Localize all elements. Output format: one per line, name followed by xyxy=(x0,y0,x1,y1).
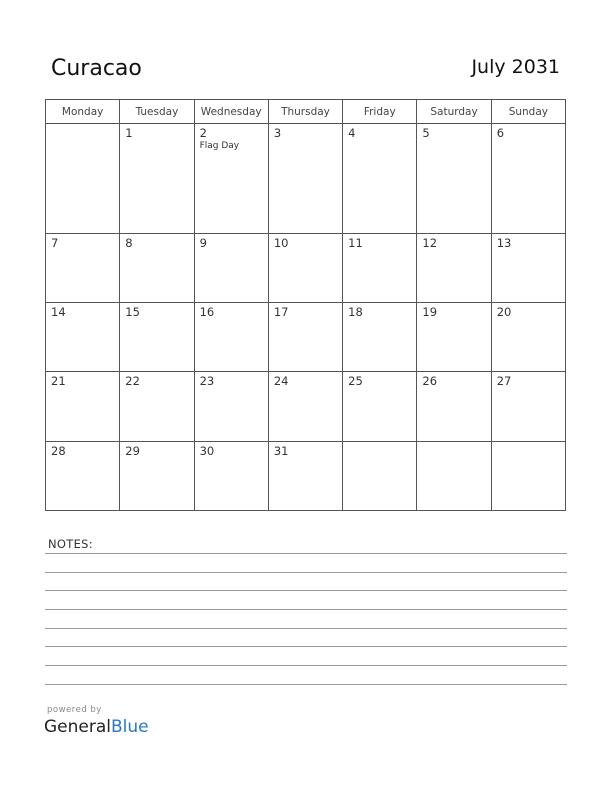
generalblue-logo[interactable] xyxy=(44,717,149,737)
notes-label: NOTES: xyxy=(48,537,93,551)
day-number: 1 xyxy=(125,126,133,140)
day-cell xyxy=(194,124,268,234)
week-row xyxy=(46,302,566,371)
day-number: 18 xyxy=(348,304,363,319)
day-cell xyxy=(491,302,565,371)
notes-line xyxy=(45,628,567,629)
powered-by-text: powered by xyxy=(47,705,102,715)
weekday-header: Saturday xyxy=(417,100,491,124)
day-number: 4 xyxy=(348,126,356,140)
day-cell xyxy=(343,233,417,302)
notes-line xyxy=(45,553,567,554)
day-cell xyxy=(120,372,194,441)
day-cell xyxy=(417,124,491,234)
day-number: 19 xyxy=(422,304,438,319)
day-cell xyxy=(46,372,120,441)
day-cell xyxy=(268,124,342,234)
day-number: 25 xyxy=(348,374,363,389)
logo-general-text: General xyxy=(44,717,111,737)
notes-line xyxy=(45,609,567,610)
day-cell xyxy=(194,372,268,441)
day-cell xyxy=(194,302,268,371)
notes-line xyxy=(45,572,567,573)
holiday-label: Flag Day xyxy=(199,141,240,151)
day-number: 24 xyxy=(273,374,289,389)
day-cell xyxy=(120,233,194,302)
week-row xyxy=(46,441,566,510)
day-number: 16 xyxy=(199,304,215,319)
day-cell xyxy=(268,372,342,441)
day-cell xyxy=(491,441,565,510)
notes-line xyxy=(45,590,567,591)
day-cell xyxy=(268,233,342,302)
day-number: 28 xyxy=(51,443,66,458)
day-number: 7 xyxy=(51,235,59,250)
notes-line xyxy=(45,684,567,685)
calendar-grid xyxy=(45,99,566,511)
day-cell xyxy=(417,441,491,510)
day-number: 11 xyxy=(348,235,363,250)
day-cell xyxy=(491,372,565,441)
day-cell xyxy=(194,441,268,510)
day-number: 13 xyxy=(496,235,512,250)
day-number: 6 xyxy=(496,126,505,140)
weekday-header: Sunday xyxy=(491,100,565,124)
day-number: 2 xyxy=(199,126,207,140)
day-number: 8 xyxy=(125,235,133,250)
day-number: 31 xyxy=(273,443,289,458)
day-cell xyxy=(268,302,342,371)
weekday-header: Thursday xyxy=(268,100,342,124)
day-number: 27 xyxy=(496,374,512,389)
day-cell xyxy=(417,302,491,371)
day-number: 29 xyxy=(125,443,140,458)
day-number: 14 xyxy=(51,304,66,319)
day-number: 30 xyxy=(199,443,215,458)
day-cell xyxy=(120,124,194,234)
day-cell xyxy=(120,302,194,371)
day-number: 20 xyxy=(496,304,512,319)
weekday-header: Wednesday xyxy=(194,100,268,124)
notes-line xyxy=(45,665,567,666)
day-cell xyxy=(343,124,417,234)
day-number: 12 xyxy=(422,235,438,250)
day-number: 26 xyxy=(422,374,438,389)
day-number: 17 xyxy=(273,304,289,319)
day-number: 10 xyxy=(273,235,289,250)
day-cell xyxy=(417,233,491,302)
weekday-header: Friday xyxy=(343,100,417,124)
day-number: 23 xyxy=(199,374,215,389)
weekday-header-row xyxy=(46,100,566,124)
logo-blue-text: Blue xyxy=(111,717,149,737)
weekday-header: Monday xyxy=(46,100,120,124)
day-number: 21 xyxy=(51,374,66,389)
day-number: 5 xyxy=(422,126,430,140)
day-cell xyxy=(194,233,268,302)
country-title: Curacao xyxy=(51,56,142,81)
month-title: July 2031 xyxy=(471,56,560,78)
day-cell xyxy=(120,441,194,510)
day-cell xyxy=(46,124,120,234)
day-cell xyxy=(46,441,120,510)
day-cell xyxy=(491,233,565,302)
day-number: 9 xyxy=(199,235,207,250)
day-cell xyxy=(417,372,491,441)
day-number: 22 xyxy=(125,374,140,389)
day-number: 3 xyxy=(273,126,282,140)
day-cell xyxy=(343,302,417,371)
day-cell xyxy=(343,372,417,441)
day-cell xyxy=(46,233,120,302)
notes-line xyxy=(45,646,567,647)
week-row xyxy=(46,124,566,234)
day-cell xyxy=(46,302,120,371)
week-row xyxy=(46,372,566,441)
day-cell xyxy=(491,124,565,234)
day-cell xyxy=(343,441,417,510)
day-cell xyxy=(268,441,342,510)
week-row xyxy=(46,233,566,302)
day-number: 15 xyxy=(125,304,140,319)
weekday-header: Tuesday xyxy=(120,100,194,124)
